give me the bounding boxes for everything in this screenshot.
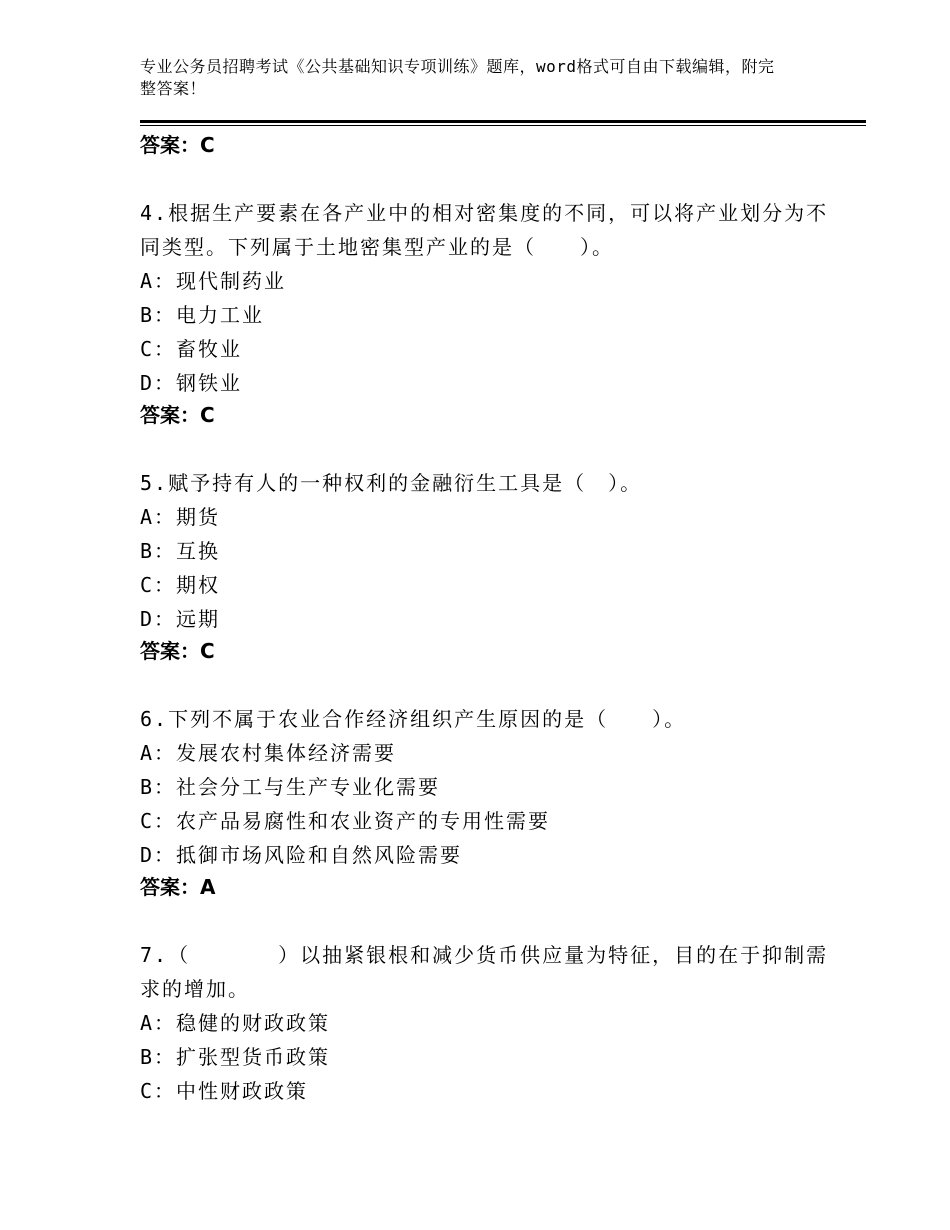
option-d: D：抵御市场风险和自然风险需要 (140, 843, 463, 867)
question-stem: 7.（ ）以抽紧银根和减少货币供应量为特征，目的在于抑制需求的增加。 (140, 943, 829, 1001)
answer-value: C (200, 133, 215, 157)
answer-label: 答案： (140, 875, 200, 899)
option-b: B：社会分工与生产专业化需要 (140, 775, 441, 799)
question-block (140, 702, 830, 902)
option-d: D：钢铁业 (140, 371, 243, 395)
answer-label: 答案： (140, 403, 200, 427)
option-a: A：现代制药业 (140, 269, 287, 293)
option-c: C：中性财政政策 (140, 1079, 309, 1103)
spacer (140, 666, 830, 702)
spacer (140, 430, 830, 466)
option-a: A：稳健的财政政策 (140, 1011, 331, 1035)
question-list (140, 130, 830, 1108)
spacer (140, 160, 830, 196)
question-stem: 4.根据生产要素在各产业中的相对密集度的不同，可以将产业划分为不同类型。下列属于土地密集型产业的是（ ）。 (140, 201, 829, 259)
header-rule (140, 120, 866, 126)
spacer (140, 902, 830, 938)
option-d: D：远期 (140, 607, 221, 631)
option-b: B：扩张型货币政策 (140, 1045, 331, 1069)
answer-line (140, 130, 830, 160)
answer-line (140, 400, 830, 430)
option-b: B：互换 (140, 539, 221, 563)
option-a: A：期货 (140, 505, 221, 529)
option-b: B：电力工业 (140, 303, 265, 327)
option-c: C：期权 (140, 573, 221, 597)
answer-value: C (200, 639, 215, 663)
answer-value: A (200, 875, 216, 899)
option-a: A：发展农村集体经济需要 (140, 741, 397, 765)
header-rule-thick (140, 120, 866, 123)
answer-line (140, 872, 830, 902)
question-stem: 5.赋予持有人的一种权利的金融衍生工具是（ ）。 (140, 471, 643, 495)
answer-line (140, 636, 830, 666)
page-header: 专业公务员招聘考试《公共基础知识专项训练》题库，word格式可自由下载编辑，附完整答案！ (140, 57, 775, 98)
option-c: C：农产品易腐性和农业资产的专用性需要 (140, 809, 551, 833)
answer-label: 答案： (140, 639, 200, 663)
option-c: C：畜牧业 (140, 337, 243, 361)
header-rule-thin (140, 125, 866, 126)
question-stem: 6.下列不属于农业合作经济组织产生原因的是（ ）。 (140, 707, 687, 731)
question-block (140, 938, 830, 1108)
answer-value: C (200, 403, 215, 427)
question-block (140, 196, 830, 430)
answer-label: 答案： (140, 133, 200, 157)
question-block (140, 466, 830, 666)
